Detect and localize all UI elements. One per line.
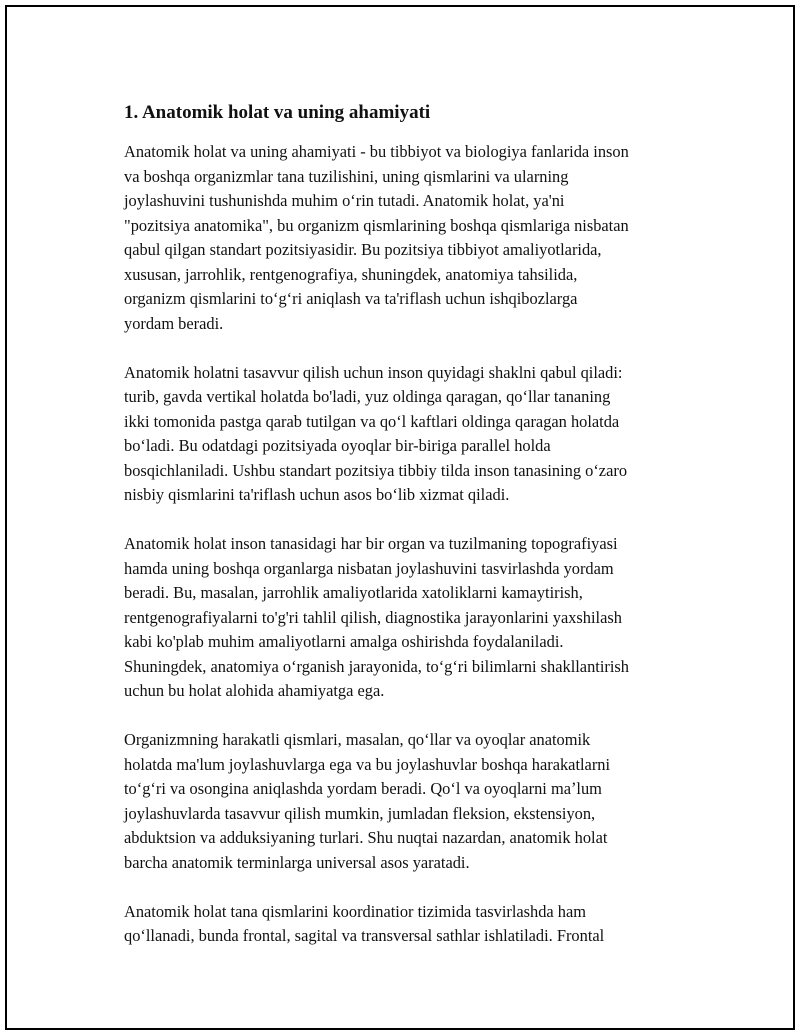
paragraph-line: toʻgʻri va osongina aniqlashda yordam beradi. Qoʻl va oyoqlarni maʼlum — [124, 779, 602, 798]
paragraph-line: hamda uning boshqa organlarga nisbatan joylashuvini tasvirlashda yordam — [124, 558, 614, 578]
paragraph-line: Anatomik holatni tasavvur qilish uchun inson quyidagi shaklni qabul qiladi: — [124, 362, 623, 382]
paragraph-line: Anatomik holat va uning ahamiyati - bu tibbiyot va biologiya fanlarida inson — [124, 142, 629, 161]
paragraph-line: holatda ma'lum joylashuvlarga ega va bu joylashuvlar boshqa harakatlarni — [124, 754, 611, 774]
document-body — [124, 100, 699, 973]
paragraph — [124, 728, 699, 875]
paragraph-line: Organizmning harakatli qismlari, masalan, qoʻllar va oyoqlar anatomik — [124, 730, 591, 749]
paragraph-line: joylashuvini tushunishda muhim oʻrin tutadi. Anatomik holat, ya'ni — [124, 191, 565, 210]
paragraph-line: uchun bu holat alohida ahamiyatga ega. — [124, 681, 385, 700]
paragraph-line: qabul qilgan standart pozitsiyasidir. Bu pozitsiya tibbiyot amaliyotlarida, — [124, 240, 602, 259]
paragraph — [124, 900, 699, 949]
paragraph-line: Anatomik holat inson tanasidagi har bir organ va tuzilmaning topografiyasi — [124, 534, 618, 553]
paragraph-line: kabi ko'plab muhim amaliyotlarni amalga oshirishda foydalaniladi. — [124, 632, 564, 651]
paragraph-list — [124, 140, 699, 949]
paragraph — [124, 140, 699, 336]
paragraph-line: qoʻllanadi, bunda frontal, sagital va transversal sathlar ishlatiladi. Frontal — [124, 926, 605, 945]
paragraph-line: joylashuvlarda tasavvur qilish mumkin, jumladan fleksion, ekstensiyon, — [124, 803, 596, 823]
paragraph-line: rentgenografiyalarni to'g'ri tahlil qilish, diagnostika jarayonlarini yaxshilash — [124, 607, 622, 627]
paragraph-line: organizm qismlarini toʻgʻri aniqlash va ta'riflash uchun ishqibozlarga — [124, 289, 578, 308]
paragraph-line: boʻladi. Bu odatdagi pozitsiyada oyoqlar bir-biriga parallel holda — [124, 436, 551, 455]
paragraph-line: yordam beradi. — [124, 313, 224, 333]
page-frame — [5, 5, 795, 1030]
paragraph-line: Anatomik holat tana qismlarini koordinatior tizimida tasvirlashda ham — [124, 901, 587, 921]
paragraph-line: bosqichlaniladi. Ushbu standart pozitsiya tibbiy tilda inson tanasining oʻzaro — [124, 460, 628, 480]
section-heading: 1. Anatomik holat va uning ahamiyati — [124, 102, 431, 123]
paragraph-line: xususan, jarrohlik, rentgenografiya, shuningdek, anatomiya tahsilida, — [124, 264, 578, 284]
paragraph-line: nisbiy qismlarini ta'riflash uchun asos boʻlib xizmat qiladi. — [124, 485, 510, 504]
paragraph-line: va boshqa organizmlar tana tuzilishini, uning qismlarini va ularning — [124, 166, 569, 186]
paragraph-line: "pozitsiya anatomika", bu organizm qismlarining boshqa qismlariga nisbatan — [124, 215, 629, 235]
paragraph-line: beradi. Bu, masalan, jarrohlik amaliyotlarida xatoliklarni kamaytirish, — [124, 583, 583, 602]
paragraph-line: Shuningdek, anatomiya oʻrganish jarayonida, toʻgʻri bilimlarni shakllantirish — [124, 656, 629, 676]
paragraph — [124, 532, 699, 704]
paragraph-line: ikki tomonida pastga qarab tutilgan va qoʻl kaftlari oldinga qaragan holatda — [124, 411, 620, 431]
paragraph — [124, 361, 699, 508]
paragraph-line: barcha anatomik terminlarga universal asos yaratadi. — [124, 852, 470, 872]
paragraph-line: turib, gavda vertikal holatda bo'ladi, yuz oldinga qaragan, qoʻllar tananing — [124, 387, 611, 406]
paragraph-line: abduktsion va adduksiyaning turlari. Shu nuqtai nazardan, anatomik holat — [124, 828, 608, 847]
